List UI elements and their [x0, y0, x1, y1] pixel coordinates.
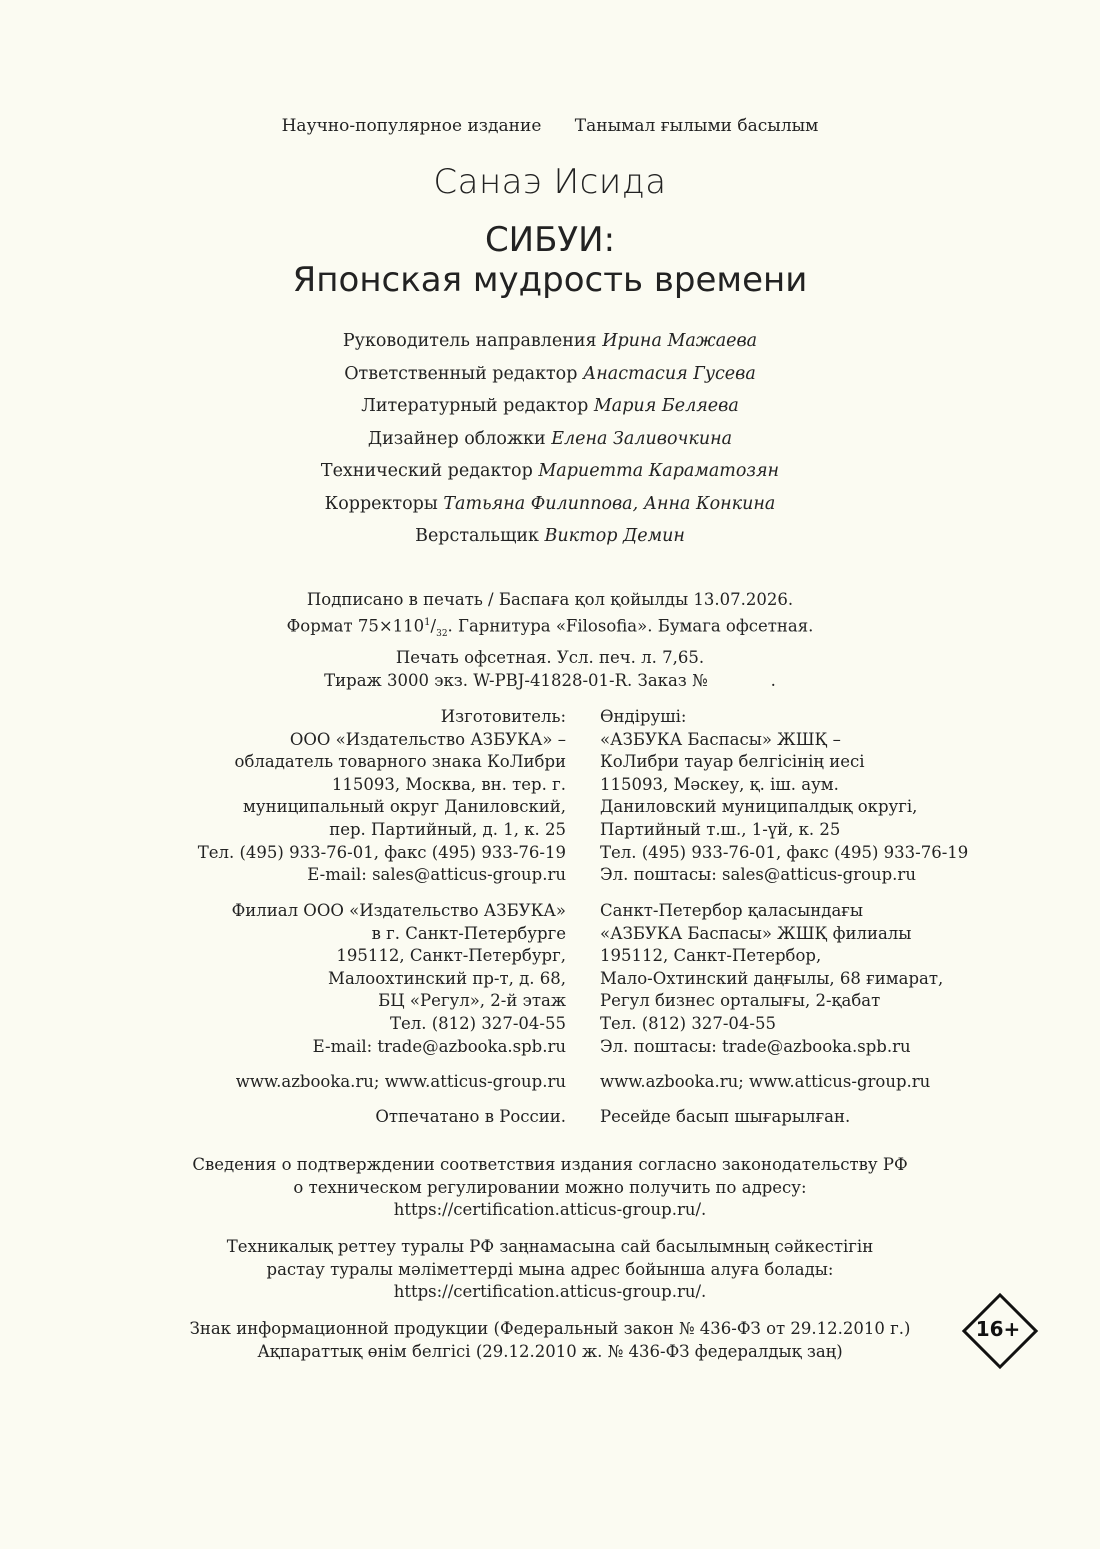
info-sign [0, 1318, 1100, 1363]
websites-ru: www.azbooka.ru; www.atticus-group.ru [235, 1072, 566, 1091]
certification-ru-line: о техническом регулировании можно получить по адресу: [293, 1177, 807, 1197]
websites-kk: www.azbooka.ru; www.atticus-group.ru [600, 1072, 931, 1091]
credit-line [0, 488, 1100, 521]
format-slash: / [430, 616, 437, 636]
print-type: Печать офсетная. Усл. печ. л. 7,65. [395, 647, 705, 667]
printed-kk: Ресейде басып шығарылған. [600, 1107, 851, 1126]
branch-ru [232, 900, 566, 1058]
format-sub: 32 [436, 628, 448, 639]
branch-ru-line: в г. Санкт-Петербурге [371, 923, 566, 943]
credit-line [0, 390, 1100, 423]
info-sign-ru: Знак информационной продукции (Федеральный закон № 436-ФЗ от 29.12.2010 г.) [189, 1319, 911, 1338]
credit-role: Ответственный редактор [344, 363, 578, 384]
credit-role: Технический редактор [320, 461, 533, 481]
credit-role: Руководитель направления [342, 331, 597, 351]
manufacturer-kk-line: Өндіруші: [600, 707, 687, 726]
credit-person: Мария Беляева [593, 396, 739, 416]
branch-ru-email: E-mail: trade@azbooka.spb.ru [312, 1036, 566, 1056]
credit-person: Елена Заливочкина [551, 428, 733, 449]
branch-ru-line: Малоохтинский пр-т, д. 68, [328, 968, 566, 988]
branch-kk-line: Мало-Охтинский даңғылы, 68 ғимарат, [600, 968, 944, 988]
format-line [0, 611, 1100, 646]
branch-ru-line: 195112, Санкт-Петербург, [336, 946, 566, 966]
credit-role: Верстальщик [415, 526, 539, 546]
certification-kk-url: https://certification.atticus-group.ru/. [393, 1282, 707, 1302]
format-rest: . Гарнитура «Filosofia». Бумага офсетная. [447, 616, 814, 636]
author-name: Санаэ Исида [433, 162, 667, 202]
credit-role: Корректоры [324, 493, 438, 514]
book-title-line1: СИБУИ: [484, 220, 616, 260]
credit-role: Дизайнер обложки [367, 428, 546, 449]
credit-line [0, 423, 1100, 456]
manufacturer-kk-line: КоЛибри тауар белгісінің иесі [600, 752, 865, 772]
certification-kk-line: Техникалық реттеу туралы РФ заңнамасына сай басылымның сәйкестігін [226, 1237, 874, 1256]
book-title-line2: Японская мудрость времени [292, 260, 808, 300]
manufacturer-ru-line: пер. Партийный, д. 1, к. 25 [329, 819, 566, 839]
manufacturer-kk [600, 706, 968, 887]
branch-ru-line: Тел. (812) 327-04-55 [390, 1013, 566, 1033]
certification-kk-line: растау туралы мәліметтерді мына адрес бойынша алуға болады: [266, 1259, 834, 1279]
manufacturer-kk-email: Эл. поштасы: sales@atticus-group.ru [600, 865, 916, 885]
branch-kk-line: «АЗБУКА Баспасы» ЖШҚ филиалы [600, 923, 912, 943]
branch-kk-line: Регул бизнес орталығы, 2-қабат [600, 991, 881, 1011]
signed-date: Подписано в печать / Баспаға қол қойылды 13.07.2026. [306, 590, 794, 609]
edition-type-kk: Танымал ғылыми басылым [574, 116, 819, 136]
branch-ru-line: Филиал ООО «Издательство АЗБУКА» [231, 901, 566, 920]
format-prefix: Формат 75×110 [286, 616, 425, 636]
certification-ru-line: Сведения о подтверждении соответствия издания согласно законодательству РФ [192, 1155, 908, 1174]
manufacturer-kk-line: Даниловский муниципалдық округі, [600, 797, 918, 817]
edition-type-ru: Научно-популярное издание [281, 116, 542, 136]
credit-line [0, 455, 1100, 488]
manufacturer-kk-line: 115093, Мәскеу, қ. іш. аум. [600, 774, 839, 794]
certification-ru-url: https://certification.atticus-group.ru/. [393, 1200, 707, 1220]
credit-person: Татьяна Филиппова, Анна Конкина [443, 493, 776, 514]
format-sup: 1 [424, 617, 431, 628]
branch-kk [600, 900, 943, 1058]
print-details [0, 588, 1100, 692]
manufacturer-ru [198, 706, 566, 887]
credit-line [0, 520, 1100, 553]
branch-ru-line: БЦ «Регул», 2-й этаж [378, 991, 566, 1011]
manufacturer-kk-line: «АЗБУКА Баспасы» ЖШҚ – [600, 729, 841, 749]
certification-ru [0, 1154, 1100, 1222]
manufacturer-ru-line: Изготовитель: [440, 707, 566, 726]
edition-type [0, 116, 1100, 136]
certification-kk [0, 1236, 1100, 1304]
printed-ru: Отпечатано в России. [375, 1107, 566, 1126]
credit-line [0, 325, 1100, 358]
manufacturer-ru-line: ООО «Издательство АЗБУКА» – [289, 729, 566, 749]
manufacturer-kk-line: Тел. (495) 933-76-01, факс (495) 933-76-19 [600, 842, 969, 862]
credits-list [0, 325, 1100, 553]
age-rating-badge [962, 1293, 1034, 1365]
manufacturer-ru-line: 115093, Москва, вн. тер. г. [331, 774, 566, 794]
credit-line [0, 358, 1100, 391]
manufacturer-ru-email: E-mail: sales@atticus-group.ru [307, 865, 566, 885]
manufacturer-ru-line: муниципальный округ Даниловский, [243, 797, 566, 817]
branch-kk-email: Эл. поштасы: trade@azbooka.spb.ru [600, 1036, 911, 1056]
manufacturer-ru-line: обладатель товарного знака КоЛибри [234, 752, 566, 772]
circulation: Тираж 3000 экз. W-PBJ-41828-01-R. Заказ № . [324, 670, 776, 690]
branch-kk-line: 195112, Санкт-Петербор, [600, 946, 822, 966]
manufacturer-kk-line: Партийный т.ш., 1-үй, к. 25 [600, 819, 841, 839]
branch-kk-line: Санкт-Петербор қаласындағы [600, 901, 864, 920]
manufacturer-ru-line: Тел. (495) 933-76-01, факс (495) 933-76-19 [197, 842, 566, 862]
age-rating-label: 16+ [975, 1317, 1021, 1341]
credit-person: Мариетта Караматозян [538, 461, 780, 481]
branch-kk-line: Тел. (812) 327-04-55 [600, 1013, 776, 1033]
credit-person: Виктор Демин [544, 526, 685, 546]
credit-person: Анастасия Гусева [583, 363, 756, 384]
credit-role: Литературный редактор [361, 396, 589, 416]
credit-person: Ирина Мажаева [602, 331, 758, 351]
info-sign-kk: Ақпараттық өнім белгісі (29.12.2010 ж. № 436-ФЗ федералдық заң) [257, 1341, 843, 1361]
